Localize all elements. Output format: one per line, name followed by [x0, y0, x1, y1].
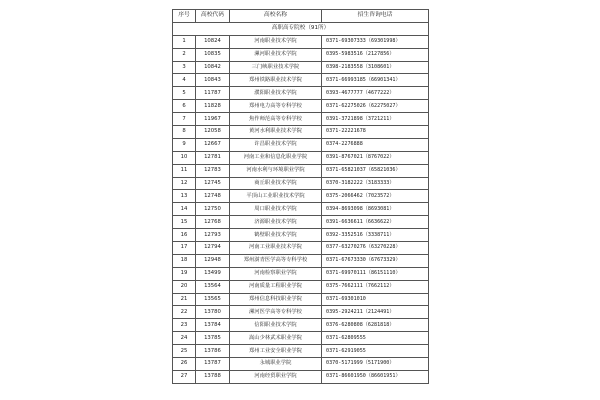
table-row — [173, 332, 429, 345]
row-code: 12745 — [196, 177, 230, 190]
row-code: 11787 — [196, 87, 230, 100]
row-index: 16 — [173, 229, 196, 242]
row-name: 郑州铁路职业技术学院 — [230, 74, 322, 87]
row-name: 河南经贸职业学院 — [230, 370, 322, 383]
row-index: 17 — [173, 242, 196, 255]
row-name: 河南工业和信息化职业学院 — [230, 151, 322, 164]
table-row — [173, 126, 429, 139]
row-name: 三门峡职业技术学院 — [230, 61, 322, 74]
row-index: 3 — [173, 61, 196, 74]
table-row — [173, 345, 429, 358]
row-code: 12667 — [196, 138, 230, 151]
row-name: 河南职业技术学院 — [230, 35, 322, 48]
table-row — [173, 229, 429, 242]
row-name: 济源职业技术学院 — [230, 216, 322, 229]
table-body — [173, 22, 429, 383]
row-index: 24 — [173, 332, 196, 345]
table-row — [173, 254, 429, 267]
table-row — [173, 61, 429, 74]
table-row — [173, 203, 429, 216]
row-index: 6 — [173, 100, 196, 113]
row-name: 郑州澍青医学高等专科学校 — [230, 254, 322, 267]
row-index: 21 — [173, 293, 196, 306]
row-code: 12783 — [196, 164, 230, 177]
row-phone: 0371-69307333（69301998） — [322, 35, 429, 48]
row-index: 4 — [173, 74, 196, 87]
school-table — [172, 9, 429, 384]
row-phone: 0395-5983516（2127856） — [322, 48, 429, 61]
row-code: 12058 — [196, 126, 230, 139]
row-name: 永城职业学院 — [230, 358, 322, 371]
table-row — [173, 48, 429, 61]
table-row — [173, 164, 429, 177]
table-row — [173, 177, 429, 190]
row-index: 25 — [173, 345, 196, 358]
table-row — [173, 280, 429, 293]
row-phone: 0395-2924211（2124491） — [322, 306, 429, 319]
row-name: 漯河职业技术学院 — [230, 48, 322, 61]
row-name: 河南检察职业学院 — [230, 267, 322, 280]
row-code: 13787 — [196, 358, 230, 371]
table-row — [173, 358, 429, 371]
row-code: 12748 — [196, 190, 230, 203]
row-phone: 0377-63270276（63270228） — [322, 242, 429, 255]
row-index: 11 — [173, 164, 196, 177]
table-row — [173, 293, 429, 306]
row-name: 黄河水利职业技术学院 — [230, 126, 322, 139]
table-row — [173, 113, 429, 126]
row-code: 13564 — [196, 280, 230, 293]
row-phone: 0393-4677777（4677222） — [322, 87, 429, 100]
row-name: 河南工业职业技术学院 — [230, 242, 322, 255]
table-row — [173, 267, 429, 280]
row-code: 12768 — [196, 216, 230, 229]
row-phone: 0370-3182222（3183333） — [322, 177, 429, 190]
row-index: 20 — [173, 280, 196, 293]
row-phone: 0371-65821037（65821036） — [322, 164, 429, 177]
table-row — [173, 100, 429, 113]
table-header — [173, 10, 429, 23]
row-code: 12781 — [196, 151, 230, 164]
table-row — [173, 370, 429, 383]
row-index: 22 — [173, 306, 196, 319]
row-index: 1 — [173, 35, 196, 48]
document-page — [172, 9, 428, 384]
row-index: 8 — [173, 126, 196, 139]
row-index: 2 — [173, 48, 196, 61]
row-phone: 0371-67673330（67673329） — [322, 254, 429, 267]
header-phone: 招生咨询电话 — [322, 10, 429, 23]
row-code: 11828 — [196, 100, 230, 113]
row-code: 13780 — [196, 306, 230, 319]
row-name: 焦作师范高等专科学校 — [230, 113, 322, 126]
row-index: 14 — [173, 203, 196, 216]
row-code: 10835 — [196, 48, 230, 61]
row-name: 周口职业技术学院 — [230, 203, 322, 216]
row-phone: 0376-6280808（6281818） — [322, 319, 429, 332]
row-name: 漯河医学高等专科学校 — [230, 306, 322, 319]
row-phone: 0371-62275026（62275027） — [322, 100, 429, 113]
row-name: 平顶山工业职业技术学院 — [230, 190, 322, 203]
table-row — [173, 87, 429, 100]
row-phone: 0375-7662111（7662112） — [322, 280, 429, 293]
row-index: 26 — [173, 358, 196, 371]
row-index: 7 — [173, 113, 196, 126]
table-row — [173, 151, 429, 164]
table-row — [173, 242, 429, 255]
row-phone: 0371-66993185（66901341） — [322, 74, 429, 87]
row-code: 13499 — [196, 267, 230, 280]
table-row — [173, 306, 429, 319]
row-index: 19 — [173, 267, 196, 280]
row-code: 13785 — [196, 332, 230, 345]
row-phone: 0371-62809555 — [322, 332, 429, 345]
row-code: 13565 — [196, 293, 230, 306]
header-code: 高校代码 — [196, 10, 230, 23]
row-name: 鹤壁职业技术学院 — [230, 229, 322, 242]
row-index: 23 — [173, 319, 196, 332]
row-index: 5 — [173, 87, 196, 100]
row-phone: 0371-86601950（86601951） — [322, 370, 429, 383]
row-phone: 0370-5171999（5171900） — [322, 358, 429, 371]
row-name: 郑州工业安全职业学院 — [230, 345, 322, 358]
row-phone: 0398-2183558（3108601） — [322, 61, 429, 74]
table-row — [173, 138, 429, 151]
row-index: 9 — [173, 138, 196, 151]
row-index: 12 — [173, 177, 196, 190]
header-index: 序号 — [173, 10, 196, 23]
row-name: 濮阳职业技术学院 — [230, 87, 322, 100]
table-row — [173, 190, 429, 203]
row-code: 13786 — [196, 345, 230, 358]
row-index: 27 — [173, 370, 196, 383]
row-code: 13788 — [196, 370, 230, 383]
row-code: 12793 — [196, 229, 230, 242]
header-row — [173, 10, 429, 23]
row-name: 河南水利与环境职业学院 — [230, 164, 322, 177]
row-index: 13 — [173, 190, 196, 203]
row-name: 商丘职业技术学院 — [230, 177, 322, 190]
row-name: 郑州电力高等专科学校 — [230, 100, 322, 113]
section-row — [173, 22, 429, 35]
row-code: 10843 — [196, 74, 230, 87]
row-code: 13784 — [196, 319, 230, 332]
row-code: 12794 — [196, 242, 230, 255]
table-row — [173, 216, 429, 229]
row-phone: 0391-3721898（3721211） — [322, 113, 429, 126]
row-phone: 0375-2066462（7023572） — [322, 190, 429, 203]
table-row — [173, 319, 429, 332]
row-code: 10842 — [196, 61, 230, 74]
row-phone: 0391-8767021（8767022） — [322, 151, 429, 164]
row-name: 河南质量工程职业学院 — [230, 280, 322, 293]
row-code: 12948 — [196, 254, 230, 267]
row-name: 信阳职业技术学院 — [230, 319, 322, 332]
row-name: 嵩山少林武术职业学院 — [230, 332, 322, 345]
header-name: 高校名称 — [230, 10, 322, 23]
row-index: 18 — [173, 254, 196, 267]
row-phone: 0371-62919055 — [322, 345, 429, 358]
row-code: 12750 — [196, 203, 230, 216]
row-name: 郑州信息科技职业学院 — [230, 293, 322, 306]
row-phone: 0371-69970111（86151110） — [322, 267, 429, 280]
row-code: 11967 — [196, 113, 230, 126]
section-title: 高职高专院校（91所） — [173, 22, 429, 35]
row-phone: 0391-6636611（6636622） — [322, 216, 429, 229]
row-index: 15 — [173, 216, 196, 229]
row-phone: 0371-22221678 — [322, 126, 429, 139]
row-phone: 0374-2276888 — [322, 138, 429, 151]
row-phone: 0371-69301010 — [322, 293, 429, 306]
row-name: 许昌职业技术学院 — [230, 138, 322, 151]
table-row — [173, 74, 429, 87]
row-phone: 0394-8693098（8693081） — [322, 203, 429, 216]
row-index: 10 — [173, 151, 196, 164]
table-row — [173, 35, 429, 48]
row-code: 10824 — [196, 35, 230, 48]
row-phone: 0392-3352516（3338711） — [322, 229, 429, 242]
